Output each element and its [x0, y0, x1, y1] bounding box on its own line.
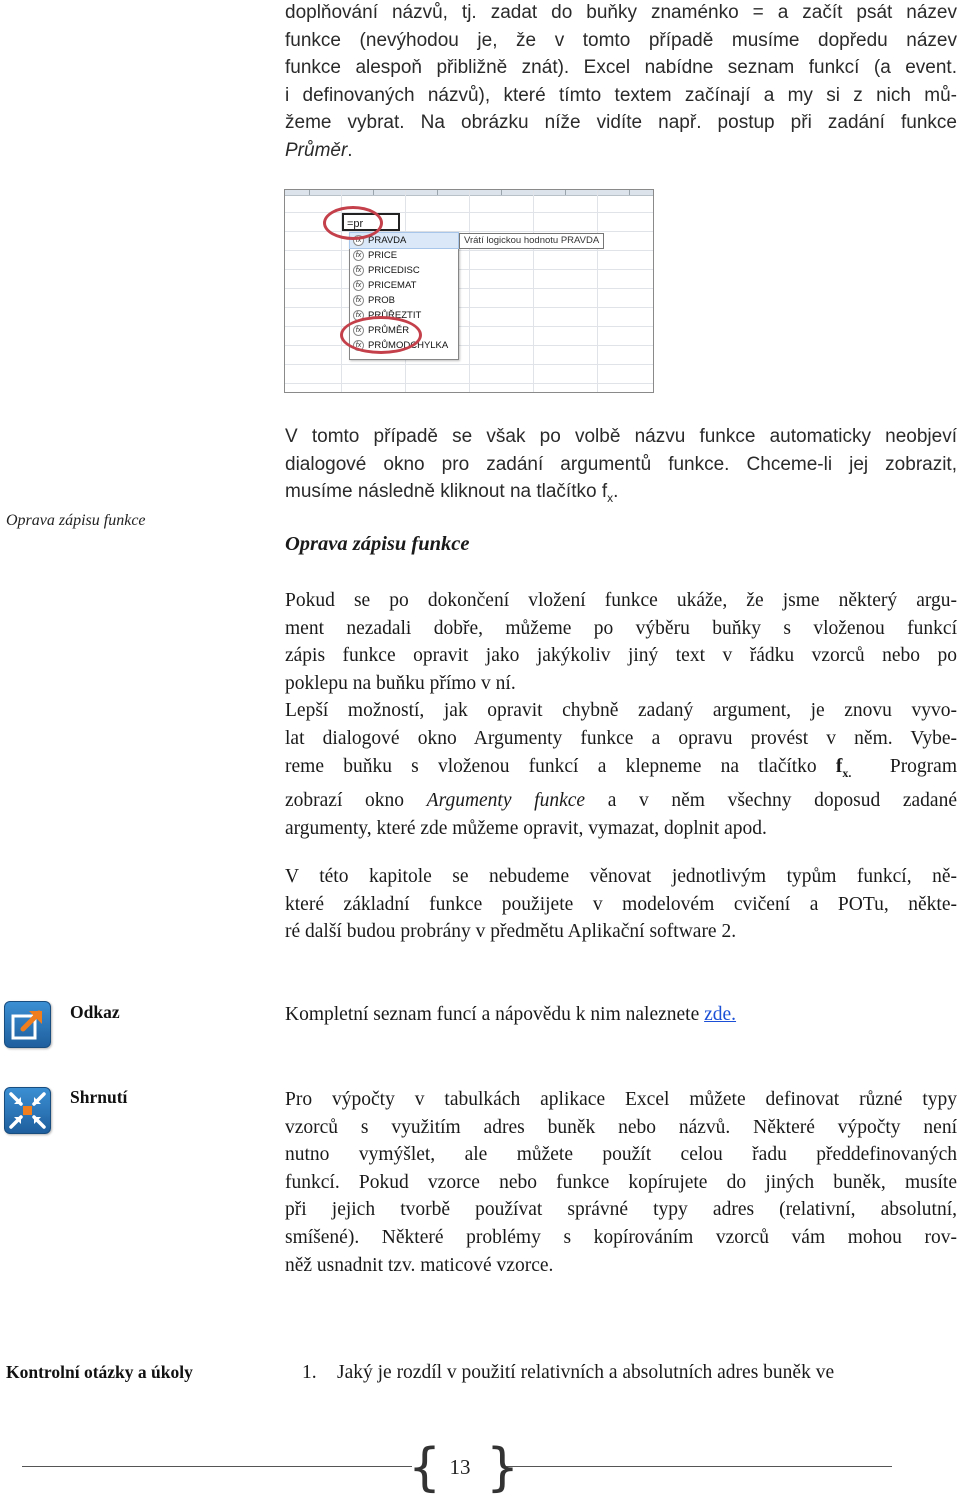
text-line: nutno vymýšlet, ale můžete použít celou řadu předdefinovaných [285, 1144, 957, 1166]
subscript: x. [842, 765, 852, 780]
punctuation: . [613, 481, 619, 502]
text-fragment: a v něm všechny doposud zadané [585, 790, 957, 812]
text-line [285, 753, 957, 787]
text-line: něž usnadnit tzv. maticové vzorce. [285, 1254, 554, 1276]
text-fragment: Program [889, 755, 957, 777]
grid-line [469, 190, 470, 392]
chapter-paragraph [285, 863, 957, 946]
function-icon: fx [353, 280, 364, 291]
summary-arrows-icon [4, 1087, 51, 1134]
autocomplete-item-label: PRICE [368, 250, 398, 261]
text-line: smíšené). Některé problémy s kopírováním vzorců vám mohou rov- [285, 1226, 957, 1248]
autocomplete-item[interactable] [350, 248, 458, 263]
text-line: lat dialogové okno Argumenty funkce a opravu provést v něm. Vybe- [285, 727, 957, 749]
text-line: V této kapitole se nebudeme věnovat jednotlivým typům funkcí, ně- [285, 866, 957, 887]
left-brace-ornament: { [408, 1438, 442, 1498]
text-line: V tomto případě se však po volbě názvu funkce automaticky neobjeví [285, 426, 957, 447]
shrnuti-label: Shrnutí [70, 1087, 128, 1107]
header-divider [629, 190, 630, 195]
text-line: funkcí. Pokud vzorce nebo funkce kopírujete do jiných buněk, musíte [285, 1171, 957, 1193]
autocomplete-item[interactable] [350, 278, 458, 293]
text-line [285, 787, 957, 815]
text-fragment: musíme následně kliknout na tlačítko f [285, 481, 608, 502]
text-line [285, 478, 957, 512]
function-name: Průměr [285, 139, 348, 161]
punctuation: . [347, 139, 353, 161]
grid-line [533, 190, 534, 392]
repair-paragraph [285, 587, 957, 842]
function-icon: fx [353, 265, 364, 276]
text-line: vzorců s využitím adres buněk nebo názvů. Některé výpočty není [285, 1116, 957, 1138]
autocomplete-item-label: PRICEDISC [368, 265, 420, 276]
header-divider [309, 190, 310, 195]
text-line: doplňování názvů, tj. zadat do buňky znaménko = a začít psát název [285, 2, 957, 23]
text-line: poklepu na buňku přímo v ní. [285, 672, 516, 694]
text-line: Pokud se po dokončení vložení funkce ukáže, že jsme některý argu- [285, 590, 957, 611]
autocomplete-item-label: PROB [368, 295, 395, 306]
link-arrow-icon [4, 1001, 51, 1048]
text-line: i definovaných názvů), které tímto textem začínají a my si z nich mů- [285, 84, 957, 106]
header-divider [501, 190, 502, 195]
text-line [285, 1001, 957, 1029]
text-line: Lepší možností, jak opravit chybně zadaný argument, je znovu vyvo- [285, 700, 957, 722]
highlight-oval [323, 206, 383, 240]
text-line: zápis funkce opravit jako jakýkoliv jiný text v řádku vzorců nebo po [285, 645, 957, 667]
autocomplete-item[interactable] [350, 263, 458, 278]
header-divider [373, 190, 374, 195]
function-icon: fx [353, 295, 364, 306]
autocomplete-item-label: PRICEMAT [368, 280, 417, 291]
text-line: ré další budou probrány v předmětu Aplikační software 2. [285, 921, 737, 943]
autocomplete-item[interactable] [350, 293, 458, 308]
summary-arrows-icon-graphic [5, 1088, 50, 1133]
function-icon: fx [353, 325, 364, 336]
text-line: při jejich tvorbě používat správné typy adres (relativní, absolutní, [285, 1199, 957, 1221]
text-line: argumenty, které zde můžeme opravit, vymazat, doplnit apod. [285, 817, 767, 839]
function-icon: fx [353, 235, 364, 246]
dialog-name: Argumenty funkce [426, 790, 586, 812]
question-text: Jaký je rozdíl v použití relativních a absolutních adres buněk ve [337, 1362, 835, 1383]
footer-rule-right [506, 1466, 892, 1467]
function-icon: fx [353, 340, 364, 351]
right-brace-ornament: } [486, 1438, 520, 1498]
odkaz-label: Odkaz [70, 1002, 120, 1022]
margin-note: Oprava zápisu funkce [6, 512, 146, 529]
text-fragment: Kompletní seznam funcí a nápovědu k nim naleznete [285, 1004, 705, 1025]
autocomplete-item-label: PRŮMĚR [368, 325, 410, 336]
footer-rule-left [22, 1466, 412, 1467]
text-fragment: reme buňku s vloženou funkcí a klepneme na tlačítko [285, 755, 836, 777]
link-arrow-icon-graphic [5, 1002, 50, 1047]
text-line: ment nezadali dobře, můžeme po výběru buňky s vloženou funkcí [285, 617, 957, 639]
text-line: funkce (nevýhodou je, že v tomto případě musíme dopředu název [285, 29, 957, 51]
section-heading: Oprava zápisu funkce [285, 533, 470, 555]
autocomplete-item-label: PRŮMODCHYLKA [368, 340, 449, 351]
header-divider [437, 190, 438, 195]
shrnuti-paragraph [285, 1086, 957, 1279]
highlight-oval [340, 316, 422, 354]
text-line [285, 137, 957, 165]
odkaz-paragraph [285, 1001, 957, 1029]
grid-line [597, 190, 598, 392]
intro-paragraph [285, 0, 957, 164]
kontrolni-label: Kontrolní otázky a úkoly [6, 1362, 193, 1382]
autocomplete-item-label: PRAVDA [368, 235, 407, 246]
header-divider [565, 190, 566, 195]
text-line: funkce alespoň přibližně znát). Excel nabídne seznam funkcí (a event. [285, 57, 957, 78]
fx-label: f [835, 755, 843, 777]
subscript: x [607, 490, 614, 505]
text-line: které základní funkce použijete v modelovém cvičení a POTu, někte- [285, 893, 957, 915]
excel-autocomplete-screenshot [284, 189, 654, 393]
zde-link[interactable]: zde. [704, 1004, 737, 1025]
function-tooltip: Vrátí logickou hodnotu PRAVDA [459, 233, 604, 249]
active-cell-input[interactable]: =pr [342, 213, 400, 231]
text-fragment: zobrazí okno [285, 790, 427, 812]
function-icon: fx [353, 250, 364, 261]
dialog-paragraph [285, 423, 957, 512]
function-icon: fx [353, 310, 364, 321]
text-line: dialogové okno pro zadání argumentů funkce. Chceme-li jej zobrazit, [285, 453, 957, 475]
text-line: žeme vybrat. Na obrázku níže vidíte např. postup při zadání funkce [285, 112, 957, 133]
text-line: Pro výpočty v tabulkách aplikace Excel můžete definovat různé typy [285, 1089, 957, 1110]
autocomplete-item-label: PRŮŘEZTIT [368, 310, 422, 321]
question-number: 1. [302, 1362, 317, 1383]
page-number: 13 [449, 1455, 471, 1479]
